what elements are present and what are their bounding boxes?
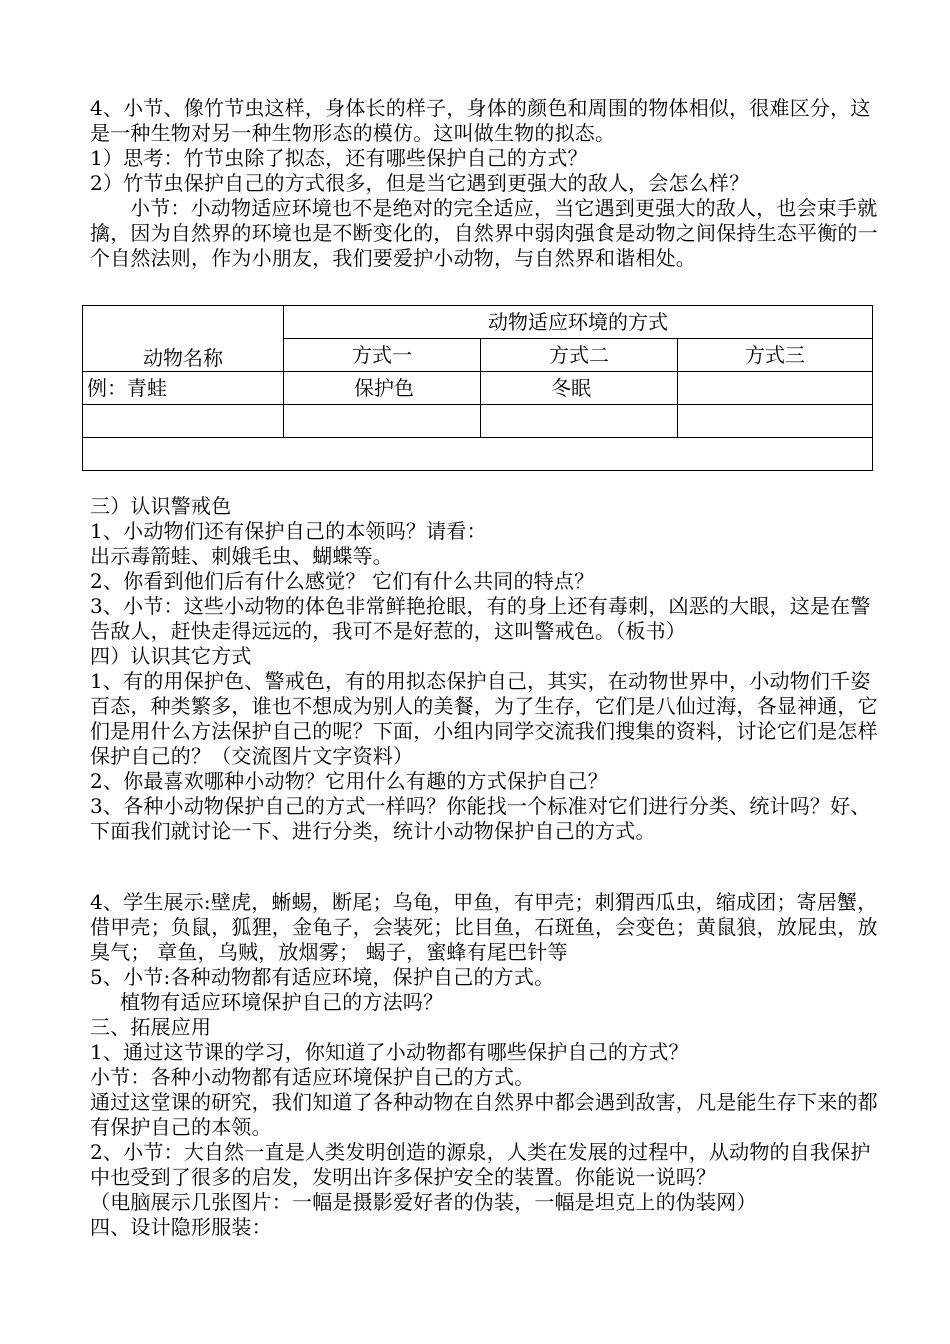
adaptation-table (82, 305, 873, 471)
section-student-showcase (90, 890, 880, 1240)
table-cell: 例：青蛙 (83, 372, 284, 405)
table-cell (678, 372, 873, 405)
table-cell (678, 405, 873, 438)
table-cell: 冬眠 (481, 372, 678, 405)
paragraph: 2、你看到他们后有什么感觉？ 它们有什么共同的特点？ (90, 569, 595, 593)
table-cell (284, 405, 481, 438)
paragraph: 1）思考：竹节虫除了拟态，还有哪些保护自己的方式？ (90, 146, 588, 170)
header-method-2: 方式二 (481, 339, 678, 372)
section-warning-coloration (90, 494, 880, 844)
table-row (83, 372, 873, 405)
paragraph: （电脑展示几张图片：一幅是摄影爱好者的伪装，一幅是坦克上的伪装网） (90, 1190, 757, 1214)
paragraph: 3、各种小动物保护自己的方式一样吗？你能找一个标准对它们进行分类、统计吗？好、下面我们就讨论一下、进行分类，统计小动物保护自己的方式。 (90, 794, 871, 843)
paragraph: 植物有适应环境保护自己的方法吗？ (120, 990, 444, 1014)
section-heading: 四）认识其它方式 (90, 644, 252, 668)
paragraph: 通过这堂课的研究，我们知道了各种动物在自然界中都会遇到敌害，凡是能生存下来的都有保护自己的本领。 (90, 1090, 878, 1139)
table-row (83, 405, 873, 438)
section-heading: 四、设计隐形服装： (90, 1215, 272, 1239)
section-heading: 三、拓展应用 (90, 1015, 212, 1039)
section-mimicry (90, 96, 880, 271)
paragraph: 5、小节:各种动物都有适应环境，保护自己的方式。 (90, 965, 555, 989)
section-heading: 三）认识警戒色 (90, 494, 232, 518)
paragraph: 1、小动物们还有保护自己的本领吗？请看： (90, 519, 487, 543)
header-method-3: 方式三 (678, 339, 873, 372)
table-cell (481, 405, 678, 438)
paragraph: 2）竹节虫保护自己的方式很多，但是当它遇到更强大的敌人，会怎么样？ (90, 171, 750, 195)
paragraph: 出示毒箭蛙、刺娥毛虫、蝴蝶等。 (90, 544, 393, 568)
paragraph: 小节：各种小动物都有适应环境保护自己的方式。 (90, 1065, 535, 1089)
table-cell (83, 405, 284, 438)
paragraph: 4、小节、像竹节虫这样，身体长的样子，身体的颜色和周围的物体相似，很难区分，这是一种生物对另一种生物形态的模仿。这叫做生物的拟态。 (90, 96, 871, 145)
table-row (83, 438, 873, 471)
paragraph: 3、小节：这些小动物的体色非常鲜艳抢眼，有的身上还有毒刺，凶恶的大眼，这是在警告敌人，赶快走得远远的，我可不是好惹的，这叫警戒色。（板书） (90, 594, 871, 643)
table-cell: 保护色 (284, 372, 481, 405)
header-method-1: 方式一 (284, 339, 481, 372)
header-animal-name: 动物名称 (83, 306, 284, 372)
paragraph: 2、小节：大自然一直是人类发明创造的源泉，人类在发展的过程中，从动物的自我保护中也受到了很多的启发，发明出许多保护安全的装置。你能说一说吗？ (90, 1140, 871, 1189)
paragraph: 1、有的用保护色、警戒色，有的用拟态保护自己，其实，在动物世界中，小动物们千姿百态，种类繁多，谁也不想成为别人的美餐，为了生存，它们是八仙过海，各显神通，它们是用什么方法保护自己的呢？下面，小组内同学交流我们搜集的资料，讨论它们是怎样保护自己的？（交流图片文字资料） (90, 669, 878, 768)
paragraph: 小节：小动物适应环境也不是绝对的完全适应，当它遇到更强大的敌人，也会束手就擒，因为自然界的环境也是不断变化的，自然界中弱肉强食是动物之间保持生态平衡的一个自然法则，作为小朋友，我们要爱护小动物，与自然界和谐相处。 (90, 196, 878, 270)
table-cell (83, 438, 873, 471)
paragraph: 1、通过这节课的学习，你知道了小动物都有哪些保护自己的方式？ (90, 1040, 689, 1064)
paragraph: 4、学生展示:壁虎，蜥蜴，断尾；乌龟，甲鱼，有甲壳；刺猬西瓜虫，缩成团；寄居蟹，借甲壳；负鼠，狐狸，金龟子，会装死；比目鱼，石斑鱼，会变色；黄鼠狼，放屁虫，放臭气； 章鱼，乌贼，放烟雾； 蝎子，蜜蜂有尾巴针等 (90, 890, 878, 964)
paragraph: 2、你最喜欢哪种小动物？它用什么有趣的方式保护自己？ (90, 769, 608, 793)
header-adaptation-methods: 动物适应环境的方式 (284, 306, 873, 339)
